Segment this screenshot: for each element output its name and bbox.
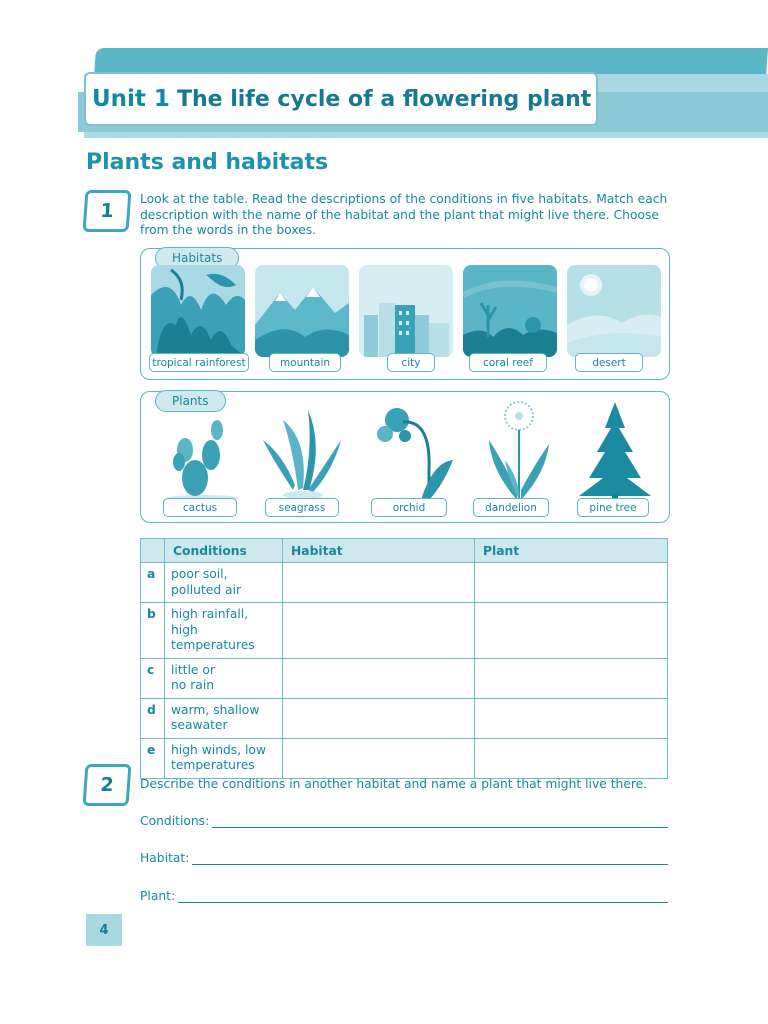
table-row (141, 698, 668, 738)
plant-label-cactus: cactus (163, 498, 237, 517)
unit-label: Unit 1 (92, 86, 170, 112)
habitats-tab: Habitats (155, 247, 239, 269)
unit-title: The life cycle of a flowering plant (176, 86, 592, 112)
row-plant-answer[interactable] (475, 738, 668, 778)
plant-label-seagrass: seagrass (265, 498, 339, 517)
table-row (141, 563, 668, 603)
row-conditions: high winds, low temperatures (165, 738, 283, 778)
desert-image (567, 265, 661, 357)
table-header-row (141, 539, 668, 563)
unit-title-box (84, 72, 598, 126)
coral-reef-image (463, 265, 557, 357)
table-row (141, 658, 668, 698)
habitat-answer-line[interactable] (192, 853, 668, 865)
question-1-badge: 1 (83, 190, 132, 232)
mountain-image (255, 265, 349, 357)
dandelion-image (471, 400, 565, 504)
question-1-instructions: Look at the table. Read the descriptions of the conditions in five habitats. Match each description with the name of the habitat and the plant that might live there. Choose from the words in the boxes. (140, 192, 668, 237)
row-letter: b (141, 603, 165, 659)
question-2-text: Describe the conditions in another habitat and name a plant that might live there. (140, 777, 648, 791)
section-heading: Plants and habitats (86, 150, 329, 175)
row-letter: d (141, 698, 165, 738)
rainforest-image (151, 265, 245, 357)
city-image (359, 265, 453, 357)
table-row (141, 603, 668, 659)
seagrass-image (253, 400, 347, 504)
row-plant-answer[interactable] (475, 603, 668, 659)
plant-answer-line[interactable] (178, 891, 668, 903)
plants-panel (140, 391, 670, 523)
row-plant-answer[interactable] (475, 658, 668, 698)
habitat-answer-row[interactable] (140, 851, 668, 865)
conditions-answer-row[interactable] (140, 814, 668, 828)
row-plant-answer[interactable] (475, 563, 668, 603)
table-header-conditions: Conditions (165, 539, 283, 563)
row-conditions: warm, shallow seawater (165, 698, 283, 738)
row-habitat-answer[interactable] (283, 738, 475, 778)
habitat-label-city: city (387, 353, 435, 372)
plant-answer-row[interactable] (140, 889, 668, 903)
row-conditions: high rainfall, high temperatures (165, 603, 283, 659)
question-2-badge: 2 (83, 764, 132, 806)
habitat-label-desert: desert (575, 353, 643, 372)
conditions-answer-line[interactable] (212, 816, 668, 828)
plant-label-pine-tree: pine tree (577, 498, 649, 517)
row-plant-answer[interactable] (475, 698, 668, 738)
plant-field-label: Plant: (140, 889, 176, 903)
table-row (141, 738, 668, 778)
plant-label-orchid: orchid (371, 498, 447, 517)
plants-tab: Plants (155, 390, 226, 412)
cactus-image (155, 400, 249, 504)
pine-tree-image (567, 400, 661, 504)
row-habitat-answer[interactable] (283, 603, 475, 659)
row-conditions: poor soil, polluted air (165, 563, 283, 603)
habitat-label-rainforest: tropical rainforest (149, 353, 249, 372)
row-habitat-answer[interactable] (283, 658, 475, 698)
habitat-field-label: Habitat: (140, 851, 190, 865)
table-header-letter (141, 539, 165, 563)
table-header-plant: Plant (475, 539, 668, 563)
habitat-label-mountain: mountain (269, 353, 341, 372)
row-conditions: little or no rain (165, 658, 283, 698)
habitat-label-coral-reef: coral reef (469, 353, 547, 372)
conditions-field-label: Conditions: (140, 814, 210, 828)
orchid-image (363, 400, 457, 504)
conditions-table (140, 538, 668, 779)
row-habitat-answer[interactable] (283, 698, 475, 738)
row-habitat-answer[interactable] (283, 563, 475, 603)
row-letter: a (141, 563, 165, 603)
habitats-panel (140, 248, 670, 380)
plant-label-dandelion: dandelion (473, 498, 549, 517)
page-number: 4 (86, 914, 122, 946)
row-letter: e (141, 738, 165, 778)
row-letter: c (141, 658, 165, 698)
table-header-habitat: Habitat (283, 539, 475, 563)
